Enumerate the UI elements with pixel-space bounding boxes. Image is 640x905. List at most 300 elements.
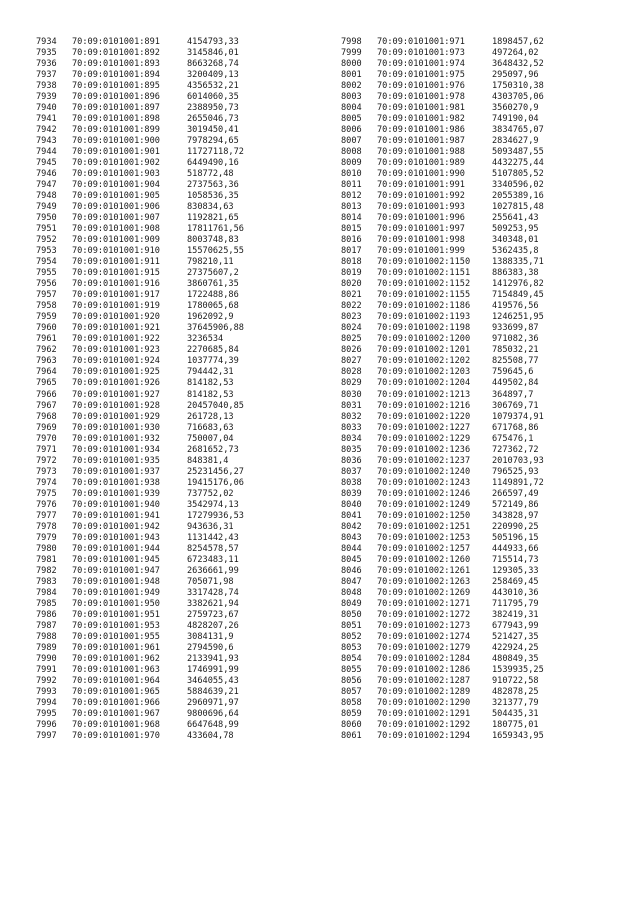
cadastral-value: 5093487,55 (492, 147, 544, 158)
cadastral-value: 7978294,65 (187, 136, 239, 147)
row-number: 8012 (341, 191, 362, 202)
cadastral-value: 443010,36 (492, 587, 539, 598)
table-row (36, 731, 244, 742)
cadastral-value: 675476,1 (492, 433, 534, 444)
row-number: 8027 (341, 356, 362, 367)
row-number: 8044 (341, 543, 362, 554)
cadastral-value: 6449490,16 (187, 158, 239, 169)
table-row (341, 401, 544, 412)
cadastral-value: 814182,53 (187, 389, 234, 400)
cadastral-value: 509253,95 (492, 224, 539, 235)
cadastral-number: 70:09:0101001:938 (72, 477, 160, 488)
cadastral-number: 70:09:0101002:1291 (377, 708, 471, 719)
row-number: 8026 (341, 345, 362, 356)
cadastral-value: 449502,84 (492, 378, 539, 389)
row-number: 7985 (36, 598, 57, 609)
table-row (341, 180, 544, 191)
table-row (36, 698, 244, 709)
cadastral-value: 715514,73 (492, 554, 539, 565)
row-number: 8037 (341, 466, 362, 477)
table-row (36, 478, 244, 489)
table-row (341, 599, 544, 610)
row-number: 8019 (341, 268, 362, 279)
cadastral-number: 70:09:0101002:1294 (377, 730, 471, 741)
cadastral-number: 70:09:0101001:949 (72, 587, 160, 598)
table-row (36, 301, 244, 312)
cadastral-value: 3560270,9 (492, 103, 539, 114)
table-row (341, 202, 544, 213)
cadastral-number: 70:09:0101001:965 (72, 686, 160, 697)
cadastral-value: 27375607,2 (187, 268, 239, 279)
cadastral-value: 886383,38 (492, 268, 539, 279)
cadastral-number: 70:09:0101001:992 (377, 191, 465, 202)
row-number: 7941 (36, 114, 57, 125)
row-number: 8029 (341, 378, 362, 389)
cadastral-number: 70:09:0101001:973 (377, 48, 465, 59)
table-row (341, 621, 544, 632)
cadastral-number: 70:09:0101001:926 (72, 378, 160, 389)
cadastral-number: 70:09:0101001:966 (72, 697, 160, 708)
cadastral-value: 3084131,9 (187, 631, 234, 642)
row-number: 8042 (341, 521, 362, 532)
row-number: 7951 (36, 224, 57, 235)
cadastral-number: 70:09:0101002:1202 (377, 356, 471, 367)
cadastral-value: 19415176,06 (187, 477, 244, 488)
cadastral-number: 70:09:0101002:1200 (377, 334, 471, 345)
cadastral-number: 70:09:0101001:974 (377, 59, 465, 70)
cadastral-value: 20457040,85 (187, 400, 244, 411)
cadastral-value: 37645906,88 (187, 323, 244, 334)
table-row (36, 687, 244, 698)
cadastral-value: 433604,78 (187, 730, 234, 741)
cadastral-number: 70:09:0101001:996 (377, 213, 465, 224)
table-row (36, 257, 244, 268)
cadastral-number: 70:09:0101002:1150 (377, 257, 471, 268)
cadastral-number: 70:09:0101002:1240 (377, 466, 471, 477)
table-row (36, 235, 244, 246)
cadastral-value: 220990,25 (492, 521, 539, 532)
cadastral-number: 70:09:0101001:894 (72, 70, 160, 81)
row-number: 8053 (341, 642, 362, 653)
cadastral-value: 2681652,73 (187, 444, 239, 455)
cadastral-value: 848381,4 (187, 455, 229, 466)
cadastral-number: 70:09:0101002:1279 (377, 642, 471, 653)
table-row (341, 268, 544, 279)
table-row (36, 158, 244, 169)
cadastral-value: 340348,01 (492, 235, 539, 246)
row-number: 8056 (341, 675, 362, 686)
cadastral-value: 422924,25 (492, 642, 539, 653)
cadastral-number: 70:09:0101001:945 (72, 554, 160, 565)
row-number: 7984 (36, 587, 57, 598)
cadastral-value: 677943,99 (492, 620, 539, 631)
table-row (341, 312, 544, 323)
row-number: 8045 (341, 554, 362, 565)
row-number: 8021 (341, 290, 362, 301)
table-row (341, 445, 544, 456)
cadastral-number: 70:09:0101002:1290 (377, 697, 471, 708)
cadastral-value: 2055389,16 (492, 191, 544, 202)
row-number: 8008 (341, 147, 362, 158)
row-number: 8028 (341, 367, 362, 378)
row-number: 7997 (36, 730, 57, 741)
row-number: 8059 (341, 708, 362, 719)
table-row (36, 467, 244, 478)
row-number: 7950 (36, 213, 57, 224)
table-row (341, 434, 544, 445)
cadastral-value: 749190,04 (492, 114, 539, 125)
table-row (341, 48, 544, 59)
table-row (341, 412, 544, 423)
table-row (341, 158, 544, 169)
row-number: 8057 (341, 686, 362, 697)
cadastral-number: 70:09:0101001:988 (377, 147, 465, 158)
table-row (341, 136, 544, 147)
row-number: 7988 (36, 631, 57, 642)
cadastral-value: 716683,63 (187, 422, 234, 433)
cadastral-number: 70:09:0101002:1198 (377, 323, 471, 334)
cadastral-value: 1192821,65 (187, 213, 239, 224)
row-number: 7986 (36, 609, 57, 620)
row-number: 7964 (36, 367, 57, 378)
cadastral-value: 2133941,93 (187, 653, 239, 664)
cadastral-number: 70:09:0101001:948 (72, 576, 160, 587)
cadastral-value: 343828,97 (492, 510, 539, 521)
cadastral-number: 70:09:0101001:978 (377, 92, 465, 103)
row-number: 8023 (341, 312, 362, 323)
cadastral-value: 1027815,48 (492, 202, 544, 213)
cadastral-number: 70:09:0101002:1243 (377, 477, 471, 488)
cadastral-value: 727362,72 (492, 444, 539, 455)
table-row (36, 312, 244, 323)
row-number: 8060 (341, 719, 362, 730)
cadastral-value: 3340596,02 (492, 180, 544, 191)
table-row (341, 610, 544, 621)
cadastral-value: 2010703,93 (492, 455, 544, 466)
cadastral-value: 3236534 (187, 334, 224, 345)
row-number: 7945 (36, 158, 57, 169)
row-number: 8003 (341, 92, 362, 103)
table-row (36, 92, 244, 103)
table-row (341, 323, 544, 334)
cadastral-value: 3648432,52 (492, 59, 544, 70)
table-row (36, 268, 244, 279)
table-row (36, 709, 244, 720)
cadastral-value: 482878,25 (492, 686, 539, 697)
cadastral-value: 5884639,21 (187, 686, 239, 697)
table-row (341, 654, 544, 665)
row-number: 7974 (36, 477, 57, 488)
row-number: 8024 (341, 323, 362, 334)
cadastral-number: 70:09:0101001:902 (72, 158, 160, 169)
row-number: 7981 (36, 554, 57, 565)
row-number: 7934 (36, 37, 57, 47)
cadastral-value: 2636661,99 (187, 565, 239, 576)
cadastral-value: 382419,31 (492, 609, 539, 620)
row-number: 8015 (341, 224, 362, 235)
table-row (341, 632, 544, 643)
table-row (36, 213, 244, 224)
cadastral-value: 17279936,53 (187, 510, 244, 521)
row-number: 8016 (341, 235, 362, 246)
cadastral-value: 3464055,43 (187, 675, 239, 686)
table-row (341, 731, 544, 742)
cadastral-number: 70:09:0101001:903 (72, 169, 160, 180)
table-row (341, 70, 544, 81)
cadastral-number: 70:09:0101001:895 (72, 81, 160, 92)
table-row (36, 147, 244, 158)
cadastral-number: 70:09:0101001:940 (72, 499, 160, 510)
cadastral-value: 505196,15 (492, 532, 539, 543)
table-row (36, 367, 244, 378)
table-row (341, 257, 544, 268)
table-row (341, 566, 544, 577)
row-number: 8040 (341, 499, 362, 510)
cadastral-value: 6014060,35 (187, 92, 239, 103)
cadastral-number: 70:09:0101001:975 (377, 70, 465, 81)
table-row (341, 213, 544, 224)
cadastral-value: 1412976,82 (492, 279, 544, 290)
row-number: 8010 (341, 169, 362, 180)
cadastral-number: 70:09:0101001:964 (72, 675, 160, 686)
row-number: 8033 (341, 422, 362, 433)
row-number: 7937 (36, 70, 57, 81)
cadastral-number: 70:09:0101001:906 (72, 202, 160, 213)
cadastral-number: 70:09:0101001:947 (72, 565, 160, 576)
cadastral-number: 70:09:0101001:953 (72, 620, 160, 631)
table-row (36, 522, 244, 533)
cadastral-value: 129305,33 (492, 565, 539, 576)
cadastral-value: 1780065,68 (187, 301, 239, 312)
table-row (36, 81, 244, 92)
row-number: 7963 (36, 356, 57, 367)
row-number: 7943 (36, 136, 57, 147)
row-number: 7935 (36, 48, 57, 59)
table-row (341, 246, 544, 257)
table-row (36, 136, 244, 147)
table-row (36, 500, 244, 511)
cadastral-value: 785032,21 (492, 345, 539, 356)
row-number: 7960 (36, 323, 57, 334)
table-row (341, 103, 544, 114)
cadastral-number: 70:09:0101001:971 (377, 37, 465, 47)
row-number: 8005 (341, 114, 362, 125)
cadastral-value: 2759723,67 (187, 609, 239, 620)
table-row (36, 555, 244, 566)
cadastral-value: 1750310,38 (492, 81, 544, 92)
cadastral-number: 70:09:0101001:981 (377, 103, 465, 114)
row-number: 8051 (341, 620, 362, 631)
table-row (341, 467, 544, 478)
cadastral-number: 70:09:0101001:990 (377, 169, 465, 180)
table-row (36, 445, 244, 456)
cadastral-number: 70:09:0101001:929 (72, 411, 160, 422)
cadastral-number: 70:09:0101002:1236 (377, 444, 471, 455)
table-row (36, 456, 244, 467)
table-row (341, 224, 544, 235)
cadastral-value: 17811761,56 (187, 224, 244, 235)
cadastral-value: 1037774,39 (187, 356, 239, 367)
row-number: 7980 (36, 543, 57, 554)
cadastral-number: 70:09:0101002:1216 (377, 400, 471, 411)
row-number: 8020 (341, 279, 362, 290)
table-row (341, 544, 544, 555)
table-row (36, 423, 244, 434)
cadastral-value: 572149,86 (492, 499, 539, 510)
row-number: 8014 (341, 213, 362, 224)
cadastral-value: 1659343,95 (492, 730, 544, 741)
table-row (341, 720, 544, 731)
cadastral-value: 1079374,91 (492, 411, 544, 422)
cadastral-number: 70:09:0101001:925 (72, 367, 160, 378)
cadastral-number: 70:09:0101001:942 (72, 521, 160, 532)
row-number: 7994 (36, 697, 57, 708)
row-number: 8043 (341, 532, 362, 543)
row-number: 8022 (341, 301, 362, 312)
cadastral-number: 70:09:0101001:934 (72, 444, 160, 455)
cadastral-value: 5362435,8 (492, 246, 539, 257)
table-row (341, 665, 544, 676)
cadastral-number: 70:09:0101002:1263 (377, 576, 471, 587)
cadastral-value: 11727118,72 (187, 147, 244, 158)
row-number: 7967 (36, 400, 57, 411)
cadastral-number: 70:09:0101002:1287 (377, 675, 471, 686)
cadastral-number: 70:09:0101001:943 (72, 532, 160, 543)
cadastral-number: 70:09:0101001:901 (72, 147, 160, 158)
cadastral-value: 321377,79 (492, 697, 539, 708)
table-row (36, 577, 244, 588)
table-row (341, 588, 544, 599)
cadastral-number: 70:09:0101001:923 (72, 345, 160, 356)
row-number: 8052 (341, 631, 362, 642)
table-row (36, 665, 244, 676)
table-row (36, 390, 244, 401)
row-number: 7936 (36, 59, 57, 70)
cadastral-number: 70:09:0101001:908 (72, 224, 160, 235)
cadastral-value: 798210,11 (187, 257, 234, 268)
cadastral-value: 4356532,21 (187, 81, 239, 92)
row-number: 8038 (341, 477, 362, 488)
cadastral-number: 70:09:0101002:1186 (377, 301, 471, 312)
row-number: 7990 (36, 653, 57, 664)
table-row (36, 323, 244, 334)
cadastral-value: 759645,6 (492, 367, 534, 378)
cadastral-number: 70:09:0101002:1257 (377, 543, 471, 554)
cadastral-number: 70:09:0101001:967 (72, 708, 160, 719)
table-row (341, 191, 544, 202)
cadastral-value: 1746991,99 (187, 664, 239, 675)
cadastral-value: 2737563,36 (187, 180, 239, 191)
table-row (36, 48, 244, 59)
cadastral-number: 70:09:0101002:1152 (377, 279, 471, 290)
cadastral-number: 70:09:0101001:968 (72, 719, 160, 730)
table-row (341, 555, 544, 566)
row-number: 8017 (341, 246, 362, 257)
left-column (36, 37, 244, 742)
table-row (36, 180, 244, 191)
table-row (341, 456, 544, 467)
row-number: 7987 (36, 620, 57, 631)
table-row (341, 345, 544, 356)
table-row (36, 70, 244, 81)
cadastral-value: 7154849,45 (492, 290, 544, 301)
table-row (341, 37, 544, 48)
table-row (36, 544, 244, 555)
table-row (36, 401, 244, 412)
cadastral-number: 70:09:0101002:1289 (377, 686, 471, 697)
cadastral-number: 70:09:0101002:1269 (377, 587, 471, 598)
row-number: 8039 (341, 488, 362, 499)
cadastral-value: 4303705,06 (492, 92, 544, 103)
table-row (341, 301, 544, 312)
cadastral-value: 3145846,01 (187, 48, 239, 59)
cadastral-number: 70:09:0101002:1220 (377, 411, 471, 422)
cadastral-number: 70:09:0101001:951 (72, 609, 160, 620)
cadastral-number: 70:09:0101001:924 (72, 356, 160, 367)
cadastral-number: 70:09:0101002:1271 (377, 598, 471, 609)
row-number: 7993 (36, 686, 57, 697)
row-number: 7971 (36, 444, 57, 455)
table-row (36, 59, 244, 70)
cadastral-number: 70:09:0101001:915 (72, 268, 160, 279)
table-row (341, 147, 544, 158)
row-number: 8048 (341, 587, 362, 598)
cadastral-number: 70:09:0101001:989 (377, 158, 465, 169)
table-row (341, 709, 544, 720)
row-number: 7946 (36, 169, 57, 180)
row-number: 7954 (36, 257, 57, 268)
row-number: 8054 (341, 653, 362, 664)
cadastral-value: 480849,35 (492, 653, 539, 664)
row-number: 8004 (341, 103, 362, 114)
cadastral-number: 70:09:0101001:963 (72, 664, 160, 675)
cadastral-number: 70:09:0101001:935 (72, 455, 160, 466)
cadastral-value: 1539935,25 (492, 664, 544, 675)
table-row (341, 676, 544, 687)
table-row (341, 643, 544, 654)
table-row (341, 423, 544, 434)
cadastral-number: 70:09:0101001:917 (72, 290, 160, 301)
table-row (341, 169, 544, 180)
row-number: 8050 (341, 609, 362, 620)
table-row (36, 169, 244, 180)
cadastral-number: 70:09:0101002:1237 (377, 455, 471, 466)
row-number: 8035 (341, 444, 362, 455)
cadastral-number: 70:09:0101001:986 (377, 125, 465, 136)
cadastral-number: 70:09:0101002:1273 (377, 620, 471, 631)
cadastral-number: 70:09:0101002:1286 (377, 664, 471, 675)
table-row (341, 59, 544, 70)
cadastral-number: 70:09:0101002:1201 (377, 345, 471, 356)
cadastral-value: 1058536,35 (187, 191, 239, 202)
right-column (341, 37, 544, 742)
row-number: 7979 (36, 532, 57, 543)
cadastral-value: 5107805,52 (492, 169, 544, 180)
row-number: 8036 (341, 455, 362, 466)
row-number: 8018 (341, 257, 362, 268)
table-row (341, 290, 544, 301)
cadastral-value: 814182,53 (187, 378, 234, 389)
table-row (341, 114, 544, 125)
cadastral-value: 3860761,35 (187, 279, 239, 290)
row-number: 7978 (36, 521, 57, 532)
table-row (36, 566, 244, 577)
row-number: 8030 (341, 389, 362, 400)
cadastral-value: 255641,43 (492, 213, 539, 224)
cadastral-value: 3317428,74 (187, 587, 239, 598)
row-number: 8046 (341, 565, 362, 576)
row-number: 7968 (36, 411, 57, 422)
